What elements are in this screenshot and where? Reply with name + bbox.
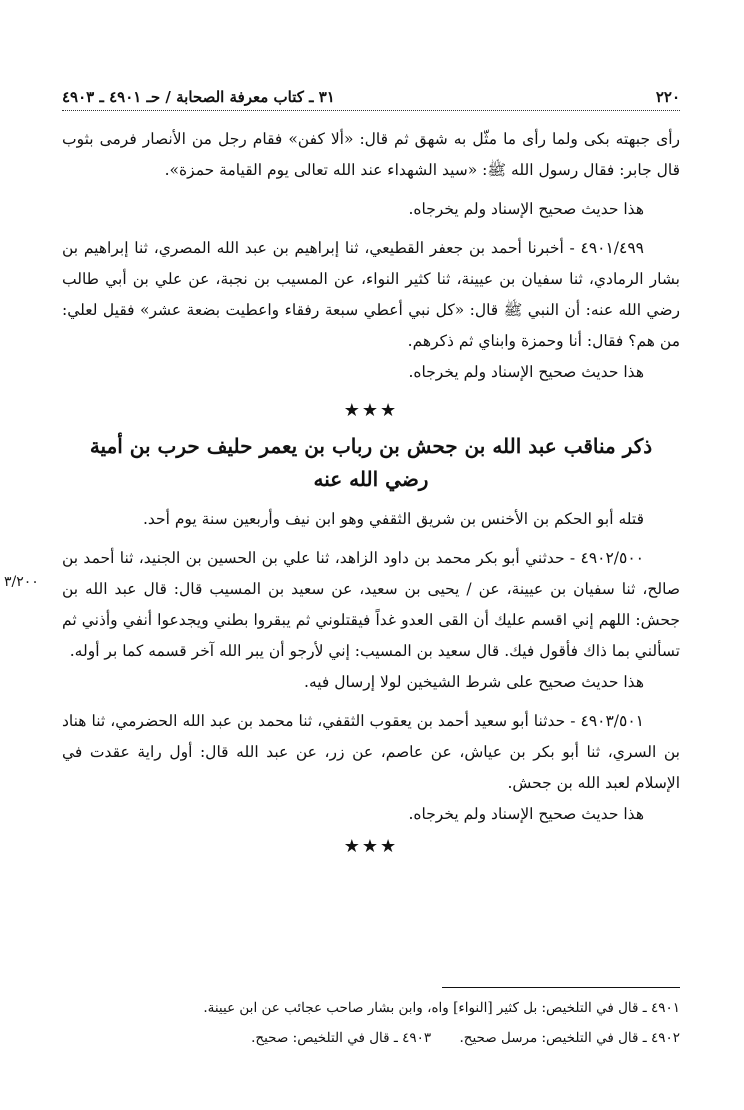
footnote-rule [442, 987, 680, 988]
footnote-4902: ٤٩٠٢ ـ قال في التلخيص: مرسل صحيح. [459, 1030, 680, 1046]
footnotes [62, 993, 680, 1053]
hadith-verdict: هذا حديث صحيح على شرط الشيخين لولا إرسال فيه. [304, 673, 644, 691]
section-intro: قتله أبو الحكم بن الأخنس بن شريق الثقفي وهو ابن نيف وأربعين سنة يوم أحد. [142, 510, 644, 528]
page-body [4, 124, 680, 866]
running-header [62, 86, 680, 111]
section-divider-stars: ★★★ [343, 400, 399, 421]
section-divider-stars: ★★★ [343, 836, 399, 857]
book-page [4, 0, 680, 1110]
footnote-4901: ٤٩٠١ ـ قال في التلخيص: بل كثير [النواء] واه، وابن بشار صاحب عجائب عن ابن عيينة. [203, 1000, 680, 1016]
hadith-4902: ٤٩٠٢/٥٠٠ - حدثني أبو بكر محمد بن داود الزاهد، ثنا علي بن الحسين بن الجنيد، ثنا أحمد بن صالح، ثنا سفيان بن عيينة، عن / يحيى بن سعيد، عن سعيد بن المسيب قال: قال عبد الله بن جحش: اللهم إني اقسم عليك أن القى العدو غداً فيقتلوني ثم يبقروا بطني ويجدعوا أنفي وأذني ثم تسألني بما ذاك فأقول فيك. قال سعيد بن المسيب: إني لأرجو أن يبر الله آخر قسمه كما بر أوله. [62, 549, 680, 660]
hadith-verdict: هذا حديث صحيح الإسناد ولم يخرجاه. [408, 363, 644, 381]
footnote-4903: ٤٩٠٣ ـ قال في التلخيص: صحيح. [251, 1030, 432, 1046]
section-heading-line: ذكر مناقب عبد الله بن جحش بن رباب بن يعمر حليف حرب بن أمية [89, 434, 653, 458]
paragraph-narration-1: رأى جبهته بكى ولما رأى ما مثّل به شهق ثم قال: «ألا كفن» فقام رجل من الأنصار فرمى بثوب قال جابر: فقال رسول الله ﷺ: «سيد الشهداء عند الله تعالى يوم القيامة حمزة». [62, 130, 680, 179]
hadith-4901: ٤٩٠١/٤٩٩ - أخبرنا أحمد بن جعفر القطيعي، ثنا إبراهيم بن عبد الله المصري، ثنا إبراهيم بن بشار الرمادي، ثنا سفيان بن عيينة، ثنا كثير النواء، عن المسيب بن نجبة، عن علي بن أبي طالب رضي الله عنه: أن النبي ﷺ قال: «كل نبي أعطي سبعة رفقاء واعطيت بضعة عشر» فقيل لعلي: من هم؟ فقال: أنا وحمزة وابناي ثم ذكرهم. [62, 239, 680, 350]
margin-reference: ٣/٢٠٠ [4, 574, 39, 590]
running-title: ٣١ ـ كتاب معرفة الصحابة / حـ ٤٩٠١ ـ ٤٩٠٣ [62, 88, 335, 106]
hadith-verdict: هذا حديث صحيح الإسناد ولم يخرجاه. [408, 200, 644, 218]
section-heading [62, 430, 680, 496]
hadith-4903: ٤٩٠٣/٥٠١ - حدثنا أبو سعيد أحمد بن يعقوب الثقفي، ثنا محمد بن عبد الله الحضرمي، ثنا هناد بن السري، ثنا أبو بكر بن عياش، عن عاصم، عن زر، عن عبد الله قال: أول راية عقدت في الإسلام لعبد الله بن جحش. [62, 712, 680, 792]
section-heading-line: رضي الله عنه [313, 467, 429, 491]
footnote-row [62, 1023, 680, 1053]
page-number: ٢٢٠ [655, 88, 680, 106]
hadith-verdict: هذا حديث صحيح الإسناد ولم يخرجاه. [408, 805, 644, 823]
hadith-4902-block [4, 543, 680, 667]
